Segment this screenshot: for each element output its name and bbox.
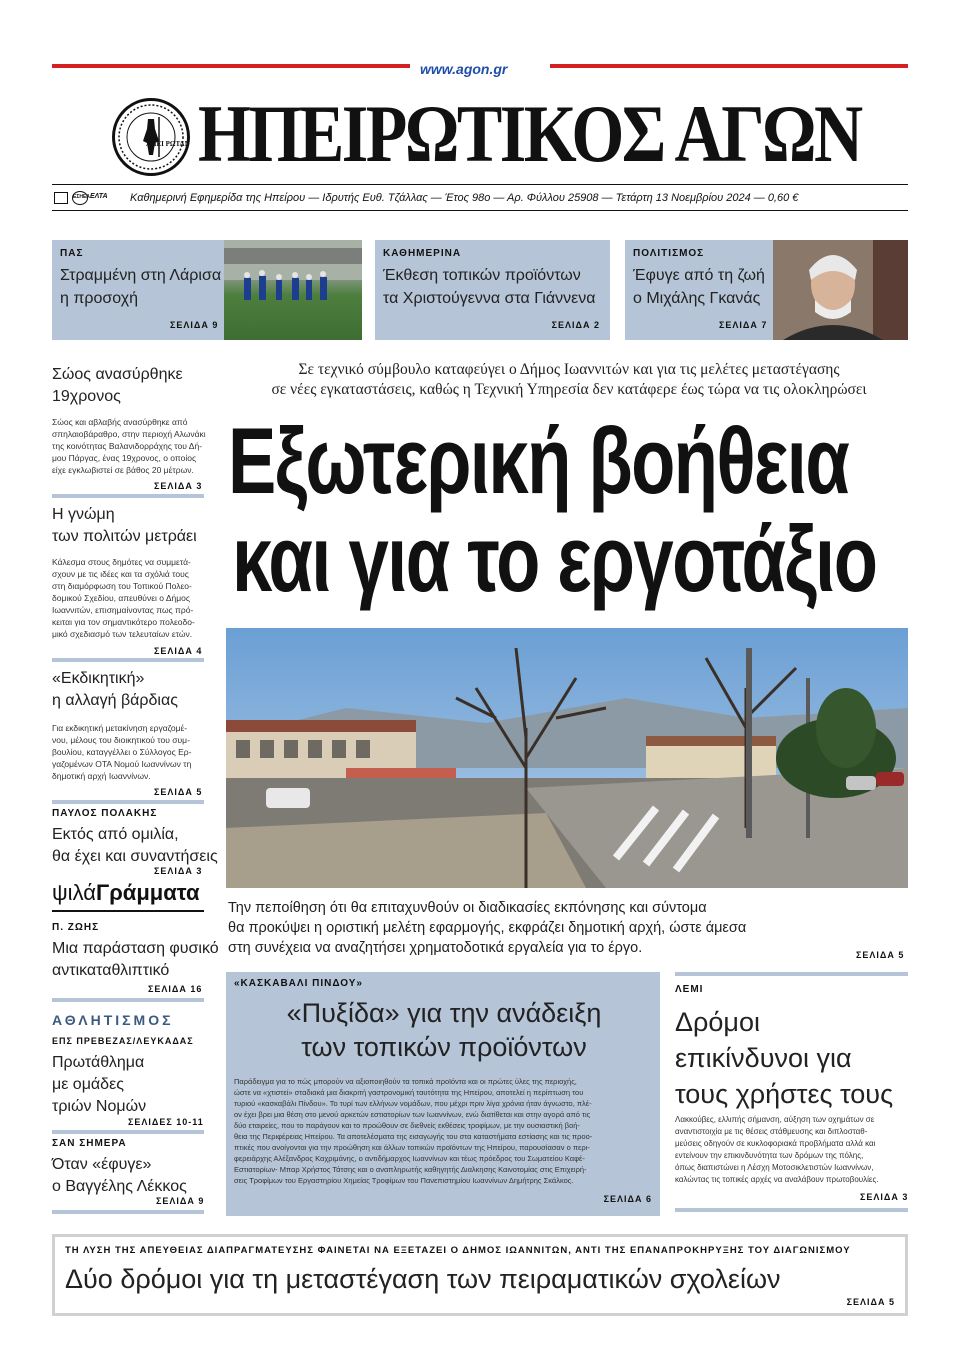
issue-info-line: Καθημερινή Εφημερίδα της Ηπείρου — Ιδρυτής Ευθ. Τζάλλας — Έτος 98ο — Αρ. Φύλλου 25908 — Τετάρτη 13 Νοεμβρίου 2024 — 0,60 € [130,192,799,204]
main-headline[interactable]: Εξωτερική βοήθεια και για το εργοτάξιο [228,412,877,611]
sidebar-story-1-page: ΣΕΛΙΔΑ 3 [154,481,203,491]
sidebar-story-4-category: ΠΑΥΛΟΣ ΠΟΛΑΚΗΣ [52,808,158,819]
sidebar-divider [52,800,204,804]
teaser-category: ΚΑΘΗΜΕΡΙΝΑ [383,248,462,259]
sidebar-story-4-title[interactable]: Εκτός από ομιλία, θα έχει και συναντήσεις [52,826,218,865]
elta-badge: ΕΛΤΑ [90,193,108,200]
bottom-story[interactable] [52,1234,908,1316]
lemi-category: ΛΕΜΙ [675,984,704,995]
sidebar-story-5-page: ΣΕΛΙΔΑ 16 [148,984,203,994]
teaser-page: ΣΕΛΙΔΑ 9 [170,320,219,330]
masthead-logo [112,98,190,176]
info-rule-top [52,184,908,185]
newspaper-title: ΗΠΕΙΡΩΤΙΚΟΣ ΑΓΩΝ [198,88,861,179]
site-url[interactable]: www.agon.gr [420,61,508,77]
lemi-page: ΣΕΛΙΔΑ 3 [860,1192,909,1202]
sidebar-story-3-body: Για εκδικητική μετακίνηση εργαζομέ- νου, μέλους του διοικητικού του συμ- βουλίου, καταγγέλλει ο Σύλλογος Ερ- γαζομένων ΟΤΑ Νομού Ιωαννίνων τη δημοτική αρχή Ιωαννίνων. [52,723,192,781]
eshea-badge: ΕΣΗΕΑ [72,191,88,205]
sidebar-story-7-page: ΣΕΛΙΔΑ 9 [156,1196,205,1206]
psila-grammata-header: ψιλάΓράμματα [52,880,200,905]
bottom-page: ΣΕΛΙΔΑ 5 [846,1297,895,1307]
teaser-category: ΠΑΣ [60,248,84,259]
sports-rule [52,998,204,1002]
sidebar-story-7-category: ΣΑΝ ΣΗΜΕΡΑ [52,1138,127,1149]
sidebar-story-6-category: ΕΠΣ ΠΡΕΒΕΖΑΣ/ΛΕΥΚΑΔΑΣ [52,1036,194,1046]
sidebar-story-2-title[interactable]: Η γνώμη των πολιτών μετράει [52,506,197,545]
main-page: ΣΕΛΙΔΑ 5 [856,950,905,960]
press-badge-icon [54,192,68,204]
teaser-politismos[interactable] [625,240,908,340]
main-photo-worksite [226,628,908,888]
teaser-page: ΣΕΛΙΔΑ 7 [719,320,768,330]
sports-section-title: ΑΘΛΗΤΙΣΜΟΣ [52,1012,174,1028]
pyxida-category: «ΚΑΣΚΑΒΑΛΙ ΠΙΝΔΟΥ» [234,978,363,989]
main-lead: Την πεποίθηση ότι θα επιταχυνθούν οι διαδικασίες εκπόνησης και σύντομα θα προκύψει η οριστική μελέτη εφαρμογής, εκφράζει δημοτική αρχή, ώστε άμεσα στη συνέχεια να αναζητήσει χρηματοδοτικά εργαλεία για το έργο. [228,900,747,956]
sidebar-divider [52,658,204,662]
sidebar-divider [52,1210,204,1214]
teaser-category: ΠΟΛΙΤΙΣΜΟΣ [633,248,705,259]
sidebar-story-1-body: Σώος και αβλαβής ανασύρθηκε από σπηλαιοβάραθρο, στην περιοχή Αλωνάκι της κοινότητας Βαλανιδορράχης του Δή- μου Πάργας, ένας 19χρονος, ο οποίος είχε εγκλωβιστεί σε βάθος 20 μέτρων. [52,417,206,475]
sidebar-story-2-body: Κάλεσμα στους δημότες να συμμετά- σχουν με τις ιδέες και τα σχόλιά τους στη διαμόρφωση του Τοπικού Πολεο- δομικού Σχεδίου, απευθύνει ο Δήμος Ιωαννιτών, επισημαίνοντας πως πρό- κειται για τον σημαντικότερο πολεοδο- μικό σχεδιασμό των τελευταίων ετών. [52,557,195,639]
sidebar-story-5-category: Π. ΖΩΗΣ [52,922,100,933]
lemi-body: Λακκούβες, ελλιπής σήμανση, αύξηση των οχημάτων σε αναντιστοιχία με τις θέσεις στάθμευσης και διπλοσταθ- μεύσεις οδηγούν σε κυκλοφοριακά προβλήματα αλλά και εντείνουν την επικινδυνότητα των δρόμων της πόλης, όπως διαπιστώνει η Λέσχη Μοτοσικλετιστών Ιωαννίνων, καλώντας τις τοπικές αρχές να αναλάβουν πρωτοβουλίες. [675,1115,879,1184]
sidebar-story-7-title[interactable]: Όταν «έφυγε» ο Βαγγέλης Λέκκος [52,1156,187,1195]
teaser-kathimerina[interactable] [375,240,610,340]
lemi-title[interactable]: Δρόμοι επικίνδυνοι για τους χρήστες τους [675,1007,894,1109]
main-kicker: Σε τεχνικό σύμβουλο καταφεύγει ο Δήμος Ιωαννιτών και για τις μελέτες μεταστέγασης σε νέες εγκαταστάσεις, καθώς η Τεχνική Υπηρεσία δεν κατάφερε έως τώρα να τις ολοκληρώσει [271,361,867,398]
bottom-headline: Δύο δρόμοι για τη μεταστέγαση των πειραματικών σχολείων [65,1264,781,1294]
teaser-title: Έφυγε από τη ζωή ο Μιχάλης Γκανάς [633,267,765,307]
bottom-kicker: ΤΗ ΛΥΣΗ ΤΗΣ ΑΠΕΥΘΕΙΑΣ ΔΙΑΠΡΑΓΜΑΤΕΥΣΗΣ ΦΑΙΝΕΤΑΙ ΝΑ ΕΞΕΤΑΖΕΙ Ο ΔΗΜΟΣ ΙΩΑΝΝΙΤΩΝ, ΑΝΤΙ ΤΗΣ ΕΠΑΝΑΠΡΟΚΗΡΥΞΗΣ ΤΟΥ ΔΙΑΓΩΝΙΣΜΟΥ [65,1245,851,1256]
sidebar-divider [52,1130,204,1134]
sidebar-story-6-title[interactable]: Πρωτάθλημα με ομάδες τριών Νομών [52,1054,147,1115]
sidebar-story-3-title[interactable]: «Εκδικητική» η αλλαγή βάρδιας [52,670,178,709]
lemi-rule-bottom [675,1208,908,1212]
teaser-pas[interactable] [52,240,362,340]
teaser-page: ΣΕΛΙΔΑ 2 [551,320,600,330]
sidebar-story-1-title[interactable]: Σώος ανασύρθηκε 19χρονος [52,366,183,405]
warrior-emblem-icon [115,101,187,173]
sidebar-story-3-page: ΣΕΛΙΔΑ 5 [154,787,203,797]
sidebar-story-5-title[interactable]: Μια παράσταση φυσικό αντικαταθλιπτικό [52,940,219,979]
teaser-title: Έκθεση τοπικών προϊόντων τα Χριστούγεννα στα Γιάννενα [383,267,596,307]
sidebar-story-2-page: ΣΕΛΙΔΑ 4 [154,646,203,656]
pyxida-page: ΣΕΛΙΔΑ 6 [603,1194,652,1204]
sidebar-divider [52,494,204,498]
psila-rule [52,910,204,912]
lemi-rule [675,972,908,976]
pyxida-body: Παράδειγμα για το πώς μπορούν να αξιοποιηθούν τα τοπικά προϊόντα και οι πρώτες ύλες της περιοχής, ώστε να «χτιστεί» σταδιακά μια διακριτή γαστρονομική ταυτότητα της Ηπείρου, αποτελεί η περίπτωση του τυριού «κασκαβάλι Πίνδου». Το τυρί των ελλήνων νομάδων, που μέχρι πριν λίγα χρόνια ήταν άγνωστο, πλέ- ον έχει βρει μια θέση στο μενού αρκετών εστιατορίων των Ιωαννίνων, ενώ διατίθεται και στην αγορά από τις δύο εταιρείες, που το παράγουν και το προώθουν σε διεθνείς εκθέσεις τροφίμων, με την ουσιαστική βοή- θεια της Περιφέρειας Ηπείρου. Τα αποτελέσματα της εισαγωγής του στα καταστήματα εστίασης και τις προο- πτικές που ανοίγονται για την προώθηση και άλλων τοπικών προϊόντων της Ηπείρου, παρουσίασαν ο περι- φερειάρχης Αλέξανδρος Καχριμάνης, ο αντιδήμαρχος Ιωαννίνων και τέως πρόεδρος του Σωματείου Καφέ- Εστιατορίων- Μπαρ Χρήστος Τάτσης και ο αναπληρωτής καθηγητής Διαλκησης Καινοτομίας στις Επιχειρή- σεις Τροφίμων του Εργαστηρίου Χημείας Τροφίμων του Πανεπιστημίου Ιωαννίνων Δημήτρης Σκάλκος. [234,1077,593,1185]
sidebar-story-4-page: ΣΕΛΙΔΑ 3 [154,866,203,876]
sidebar-story-6-page: ΣΕΛΙΔΕΣ 10-11 [128,1117,204,1127]
teaser-title: Στραμμένη στη Λάρισα η προσοχή [60,267,222,307]
info-rule-bottom [52,210,908,211]
pyxida-title: «Πυξίδα» για την ανάδειξη των τοπικών προϊόντων [286,998,602,1062]
pyxida-story[interactable] [226,972,660,1216]
logo-lettering: ΑΠΕΙ ΡΩΤΑΝ [146,140,190,148]
